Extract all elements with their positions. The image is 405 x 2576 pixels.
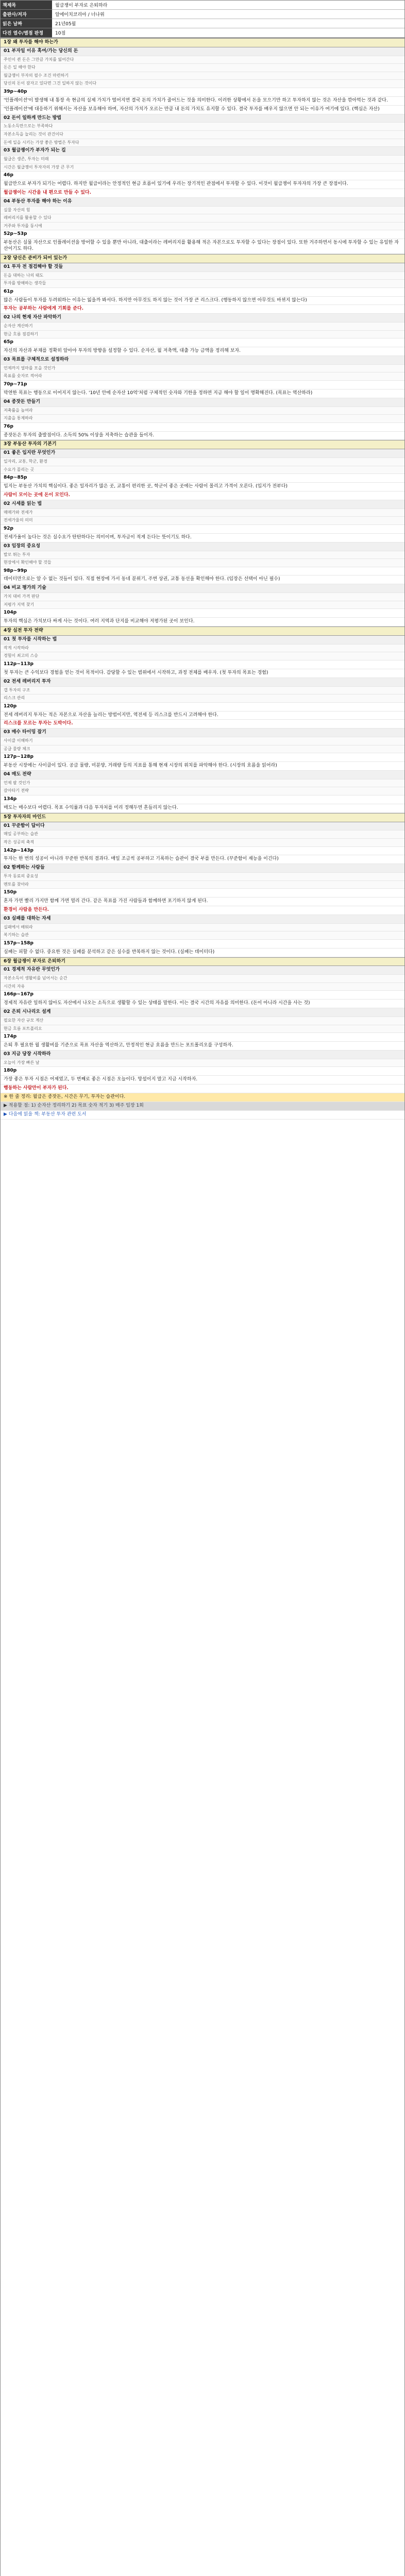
info-value: 21년05월 xyxy=(52,19,404,28)
section-point: 매매가와 전세가 xyxy=(1,509,404,517)
page-ref: 174p xyxy=(1,1033,404,1042)
page-ref: 112p~113p xyxy=(1,660,404,669)
highlight-quote: 리스크를 모르는 투자는 도박이다. xyxy=(1,720,404,728)
section-point: 언제 팔 것인가 xyxy=(1,779,404,788)
note-text: 전세가율이 높다는 것은 실수요가 탄탄하다는 의미이며, 투자금이 적게 든다는 뜻이기도 하다. xyxy=(1,534,404,543)
section-point: 실물 자산의 힘 xyxy=(1,207,404,215)
section-point: 자본소득이 생활비를 넘어서는 순간 xyxy=(1,975,404,983)
review-body xyxy=(1,38,404,1120)
section-point: 갭 투자의 구조 xyxy=(1,687,404,695)
highlight-quote: 환경이 사람을 만든다. xyxy=(1,906,404,915)
section-heading: 02 돈이 일하게 만드는 방법 xyxy=(1,114,404,123)
page-ref: 150p xyxy=(1,889,404,897)
section-point: 현금 흐름 포트폴리오 xyxy=(1,1025,404,1033)
section-point: 멘토를 찾아라 xyxy=(1,881,404,889)
note-text: 투자의 핵심은 가치보다 싸게 사는 것이다. 여러 지역과 단지를 비교해야 저평가된 곳이 보인다. xyxy=(1,618,404,626)
highlight-quote: 투자는 공부하는 사람에게 기회를 준다. xyxy=(1,305,404,314)
info-value: 월급쟁이 부자로 은퇴하라 xyxy=(52,1,404,10)
section-point: 오늘이 가장 빠른 날 xyxy=(1,1059,404,1067)
section-point: 목표를 숫자로 적어라 xyxy=(1,372,404,381)
note-text: 부동산 시장에는 사이클이 있다. 공급 물량, 미분양, 거래량 등의 지표를 통해 현재 시장의 위치를 파악해야 한다. (시장의 흐름을 읽어라) xyxy=(1,762,404,771)
section-point: 지출을 통제하라 xyxy=(1,415,404,423)
section-point: 사이클 이해하기 xyxy=(1,737,404,745)
section-point: 작은 성공의 축적 xyxy=(1,839,404,847)
highlight-quote: 월급쟁이는 시간을 내 편으로 만들 수 있다. xyxy=(1,189,404,198)
section-point: 주인이 쥔 돈은 그만큼 가치를 잃어간다 xyxy=(1,56,404,64)
section-point: 발로 뛰는 투자 xyxy=(1,551,404,560)
section-heading: 01 꾸준함이 답이다 xyxy=(1,822,404,831)
note-text: 많은 사람들이 투자를 두려워하는 이유는 잃을까 봐서다. 하지만 아무것도 하지 않는 것이 가장 큰 리스크다. (행동하지 않으면 아무것도 바뀌지 않는다) xyxy=(1,297,404,306)
section-heading: 02 시세를 읽는 법 xyxy=(1,500,404,509)
note-text: 경제적 자유란 일하지 않아도 자산에서 나오는 소득으로 생활할 수 있는 상태를 말한다. 이는 결국 시간의 자유를 의미한다. (돈이 아니라 시간을 사는 것) xyxy=(1,999,404,1008)
section-heading: 01 좋은 입지란 무엇인가 xyxy=(1,449,404,458)
chapter-heading: 6장 월급쟁이 부자로 은퇴하기 xyxy=(1,957,404,967)
section-point: 순자산 계산하기 xyxy=(1,323,404,331)
page-ref: 166p~167p xyxy=(1,991,404,999)
info-label: 책제목 xyxy=(1,1,52,10)
section-point: 돈에 일을 시키는 가장 좋은 방법은 투자다 xyxy=(1,139,404,147)
section-point: 일자리, 교통, 학군, 환경 xyxy=(1,458,404,466)
section-point: 월급쟁이 부자의 필수 조건 마련하기 xyxy=(1,72,404,80)
section-point: 작게 시작하라 xyxy=(1,645,404,653)
section-heading: 01 투자 전 점검해야 할 것들 xyxy=(1,263,404,272)
section-heading: 04 매도 전략 xyxy=(1,771,404,779)
page-ref: 76p xyxy=(1,423,404,432)
section-heading: 03 지금 당장 시작하라 xyxy=(1,1050,404,1059)
note-text: 매도는 매수보다 어렵다. 목표 수익률과 다음 투자처를 미리 정해두면 흔들리지 않는다. xyxy=(1,804,404,813)
info-label: 출판사/저자 xyxy=(1,10,52,19)
page-ref: 120p xyxy=(1,703,404,711)
section-heading: 03 매수 타이밍 잡기 xyxy=(1,728,404,737)
section-point: 언제까지 얼마를 모을 것인가 xyxy=(1,365,404,373)
action-line: ▶ 적용할 점: 1) 순자산 정리하기 2) 목표 숫자 적기 3) 매주 임장 1회 xyxy=(1,1102,404,1111)
section-heading: 01 첫 투자를 시작하는 법 xyxy=(1,636,404,645)
section-heading: 04 종잣돈 만들기 xyxy=(1,398,404,407)
section-point: 레버리지를 활용할 수 있다 xyxy=(1,214,404,223)
page-ref: 70p~71p xyxy=(1,381,404,389)
section-point: 현금 흐름 점검하기 xyxy=(1,331,404,339)
section-point: 매일 공부하는 습관 xyxy=(1,831,404,839)
section-point: 돈은 일 해야 한다 xyxy=(1,64,404,72)
page-ref: 84p~85p xyxy=(1,474,404,483)
note-text: 종잣돈은 투자의 출발점이다. 소득의 50% 이상을 저축하는 습관을 들이자. xyxy=(1,432,404,440)
section-point: 저축률을 높여라 xyxy=(1,407,404,415)
section-point: 노동소득만으로는 부족하다 xyxy=(1,123,404,131)
note-text: '인플레이션'에 대응하기 위해서는 자산을 보유해야 하며, 자산의 가치가 오르는 만큼 내 돈의 가치도 유지할 수 있다. 결국 투자를 배우지 않으면 안 되는 이유가 여기에 있다. (핵심은 자산) xyxy=(1,106,404,114)
page-ref: 127p~128p xyxy=(1,753,404,762)
note-text: 혼자 가면 빨리 가지만 함께 가면 멀리 간다. 같은 목표를 가진 사람들과 함께하면 포기하지 않게 된다. xyxy=(1,897,404,906)
section-heading: 03 임장의 중요성 xyxy=(1,543,404,551)
section-point: 공급 물량 체크 xyxy=(1,745,404,754)
page-ref: 52p~53p xyxy=(1,230,404,239)
section-heading: 02 전세 레버리지 투자 xyxy=(1,678,404,687)
section-point: 돈을 대하는 나의 태도 xyxy=(1,272,404,280)
section-point: 가치 대비 가격 판단 xyxy=(1,593,404,601)
section-heading: 02 함께하는 사람들 xyxy=(1,864,404,873)
chapter-heading: 1장 왜 투자를 해야 하는가 xyxy=(1,38,404,47)
section-point: 갈아타기 전략 xyxy=(1,787,404,795)
section-heading: 04 비교 평가의 기술 xyxy=(1,584,404,593)
chapter-heading: 3장 부동산 투자의 기본기 xyxy=(1,440,404,449)
section-point: 월급은 생존, 투자는 미래 xyxy=(1,156,404,164)
page-ref: 104p xyxy=(1,609,404,618)
note-text: 첫 투자는 큰 수익보다 경험을 얻는 것이 목적이다. 감당할 수 있는 범위에서 시작하고, 과정 전체를 배우자. (첫 투자의 목표는 경험) xyxy=(1,669,404,678)
section-point: 현장에서 확인해야 할 것들 xyxy=(1,559,404,567)
page-ref: 180p xyxy=(1,1067,404,1076)
summary-line: ※ 한 줄 정리: 월급은 종잣돈, 시간은 무기, 투자는 습관이다. xyxy=(1,1093,404,1102)
note-text: 가장 좋은 투자 시점은 어제였고, 두 번째로 좋은 시점은 오늘이다. 망설이지 말고 지금 시작하자. xyxy=(1,1076,404,1084)
section-point: 투자를 방해하는 생각들 xyxy=(1,280,404,288)
info-label: 읽은 날짜 xyxy=(1,19,52,28)
note-text: '인플레이션'이 발생해 내 통장 속 현금의 실제 가치가 떨어지면 결국 돈의 가치가 줄어드는 것을 의미한다. 이러한 상황에서 돈을 모으기만 하고 투자하지 않는 것은 자산을 깎아먹는 것과 같다. xyxy=(1,97,404,106)
section-heading: 02 은퇴 시나리오 설계 xyxy=(1,1008,404,1017)
section-point: 저평가 지역 찾기 xyxy=(1,601,404,609)
note-text: 전세 레버리지 투자는 적은 자본으로 자산을 늘리는 방법이지만, 역전세 등 리스크를 반드시 고려해야 한다. xyxy=(1,711,404,720)
page-ref: 134p xyxy=(1,795,404,804)
section-heading: 02 나의 현재 자산 파악하기 xyxy=(1,314,404,323)
note-text: 자신의 자산과 부채를 정확히 알아야 투자의 방향을 설정할 수 있다. 순자산, 월 저축액, 대출 가능 금액을 정리해 보자. xyxy=(1,347,404,356)
section-point: 당신의 돈이 잠자고 있다면 그건 일하지 않는 것이다 xyxy=(1,80,404,88)
section-heading: 01 부자일 이유 혹여/가는 당신의 돈 xyxy=(1,47,404,56)
section-point: 수요가 몰리는 곳 xyxy=(1,466,404,474)
info-label: 다진 열수/별점 판정 xyxy=(1,28,52,38)
page-ref: 39p~40p xyxy=(1,88,404,97)
chapter-heading: 2장 당신은 준비가 되어 있는가 xyxy=(1,254,404,263)
section-point: 경험이 최고의 스승 xyxy=(1,652,404,660)
note-text: 월급만으로 부자가 되기는 어렵다. 하지만 월급이라는 안정적인 현금 흐름이 있기에 우리는 장기적인 관점에서 투자할 수 있다. 이것이 월급쟁이 투자자의 가장 큰 장점이다. xyxy=(1,180,404,189)
section-point: 거주와 투자를 동시에 xyxy=(1,223,404,231)
note-text: 막연한 목표는 행동으로 이어지지 않는다. '10년 안에 순자산 10억'처럼 구체적인 숫자와 기한을 정하면 지금 해야 할 일이 명확해진다. (목표는 역산하라) xyxy=(1,389,404,398)
chapter-heading: 5장 투자자의 마인드 xyxy=(1,813,404,822)
section-point: 복기하는 습관 xyxy=(1,931,404,940)
note-text: 실패는 피할 수 없다. 중요한 것은 실패를 분석하고 같은 실수를 반복하지 않는 것이다. (실패는 데이터다) xyxy=(1,948,404,957)
book-info-table xyxy=(1,1,404,38)
note-text: 입지는 부동산 가치의 핵심이다. 좋은 일자리가 많은 곳, 교통이 편리한 곳, 학군이 좋은 곳에는 사람이 몰리고 가격이 오른다. (입지가 전부다) xyxy=(1,483,404,492)
info-value: 10점 xyxy=(52,28,404,38)
section-point: 시간은 월급쟁이 투자자의 가장 큰 무기 xyxy=(1,164,404,172)
section-heading: 01 경제적 자유란 무엇인가 xyxy=(1,966,404,975)
page-ref: 46p xyxy=(1,172,404,180)
note-text: 데이터만으로는 알 수 없는 것들이 있다. 직접 현장에 가서 동네 분위기, 주변 상권, 교통 동선을 확인해야 한다. (임장은 선택이 아닌 필수) xyxy=(1,575,404,584)
section-heading: 04 부동산 투자를 해야 하는 이유 xyxy=(1,198,404,207)
note-text: 은퇴 후 필요한 월 생활비를 기준으로 목표 자산을 역산하고, 안정적인 현금 흐름을 만드는 포트폴리오를 구성하자. xyxy=(1,1042,404,1050)
highlight-quote: 사람이 모이는 곳에 돈이 모인다. xyxy=(1,492,404,500)
next-book-line: ▶ 다음에 읽을 책: 부동산 투자 관련 도서 xyxy=(1,1111,404,1120)
page-ref: 142p~143p xyxy=(1,847,404,856)
page-ref: 65p xyxy=(1,338,404,347)
page-ref: 157p~158p xyxy=(1,940,404,948)
section-point: 시간의 자유 xyxy=(1,983,404,991)
section-point: 필요한 자산 규모 계산 xyxy=(1,1017,404,1025)
chapter-heading: 4장 실전 투자 전략 xyxy=(1,626,404,636)
page-ref: 98p~99p xyxy=(1,567,404,576)
info-value: 알에이치코리아 / 너나위 xyxy=(52,10,404,19)
page-ref: 61p xyxy=(1,288,404,297)
highlight-quote: 행동하는 사람만이 부자가 된다. xyxy=(1,1084,404,1093)
section-heading: 03 목표를 구체적으로 설정하라 xyxy=(1,356,404,365)
section-point: 실패에서 배워라 xyxy=(1,924,404,932)
section-point: 리스크 관리 xyxy=(1,694,404,703)
section-point: 전세가율의 의미 xyxy=(1,517,404,525)
section-heading: 03 월급쟁이가 부자가 되는 길 xyxy=(1,147,404,156)
page-ref: 92p xyxy=(1,525,404,534)
note-text: 부동산은 실물 자산으로 인플레이션을 방어할 수 있을 뿐만 아니라, 대출이라는 레버리지를 활용해 적은 자본으로도 투자할 수 있다는 장점이 있다. 또한 거주하면서 동시에 투자할 수 있는 유일한 자산이기도 하다. xyxy=(1,239,404,254)
section-point: 투자 동료의 중요성 xyxy=(1,873,404,881)
section-point: 자본소득을 늘리는 것이 관건이다 xyxy=(1,131,404,139)
section-heading: 03 실패를 대하는 자세 xyxy=(1,915,404,924)
note-text: 투자는 한 번의 성공이 아니라 꾸준한 반복의 결과다. 매일 조금씩 공부하고 기록하는 습관이 결국 부를 만든다. (꾸준함이 재능을 이긴다) xyxy=(1,855,404,864)
